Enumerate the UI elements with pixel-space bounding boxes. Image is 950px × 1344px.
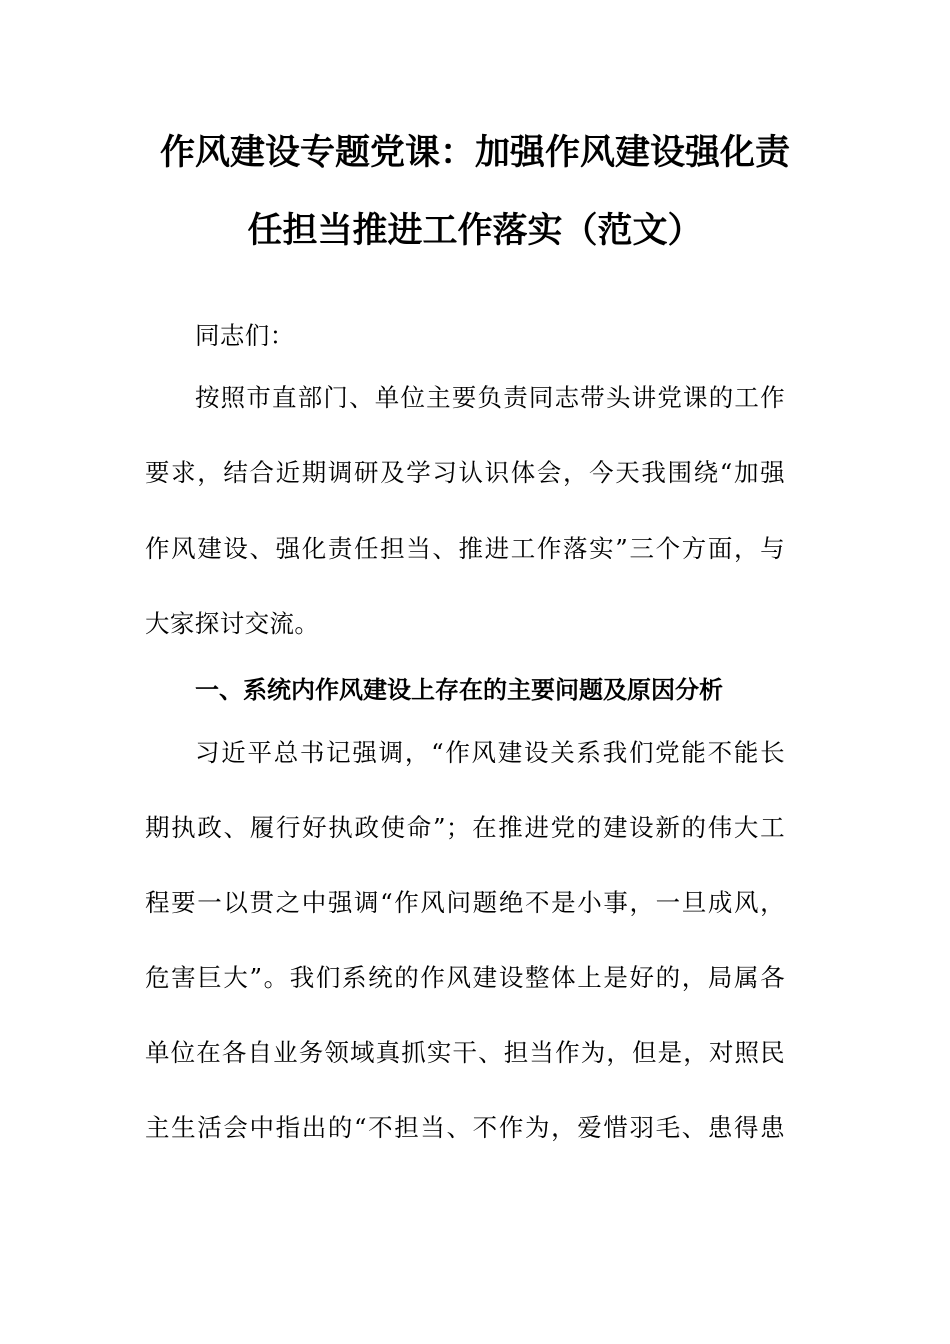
paragraph-1-line-2: 要求，结合近期调研及学习认识体会，今天我围绕“加强 [145,458,785,487]
salutation: 同志们： [195,321,295,350]
paragraph-2-line-1: 习近平总书记强调，“作风建设关系我们党能不能长 [195,738,785,767]
document-title-line-2: 任担当推进工作落实（范文） [247,211,703,251]
paragraph-1-line-4: 大家探讨交流。 [145,609,320,638]
paragraph-2-line-6: 主生活会中指出的“不担当、不作为，爱惜羽毛、患得患 [145,1113,785,1142]
paragraph-2-line-2: 期执政、履行好执政使命”；在推进党的建设新的伟大工 [145,813,785,842]
paragraph-1-line-3: 作风建设、强化责任担当、推进工作落实”三个方面，与 [145,534,785,563]
paragraph-2-line-5: 单位在各自业务领域真抓实干、担当作为，但是，对照民 [145,1038,785,1067]
paragraph-2-line-4: 危害巨大”。我们系统的作风建设整体上是好的，局属各 [145,963,785,992]
section-heading-1: 一、系统内作风建设上存在的主要问题及原因分析 [195,676,723,704]
paragraph-1-line-1: 按照市直部门、单位主要负责同志带头讲党课的工作 [195,383,785,412]
document-title-line-1: 作风建设专题党课：加强作风建设强化责 [159,133,790,173]
paragraph-2-line-3: 程要一以贯之中强调“作风问题绝不是小事，一旦成风， [145,888,785,917]
